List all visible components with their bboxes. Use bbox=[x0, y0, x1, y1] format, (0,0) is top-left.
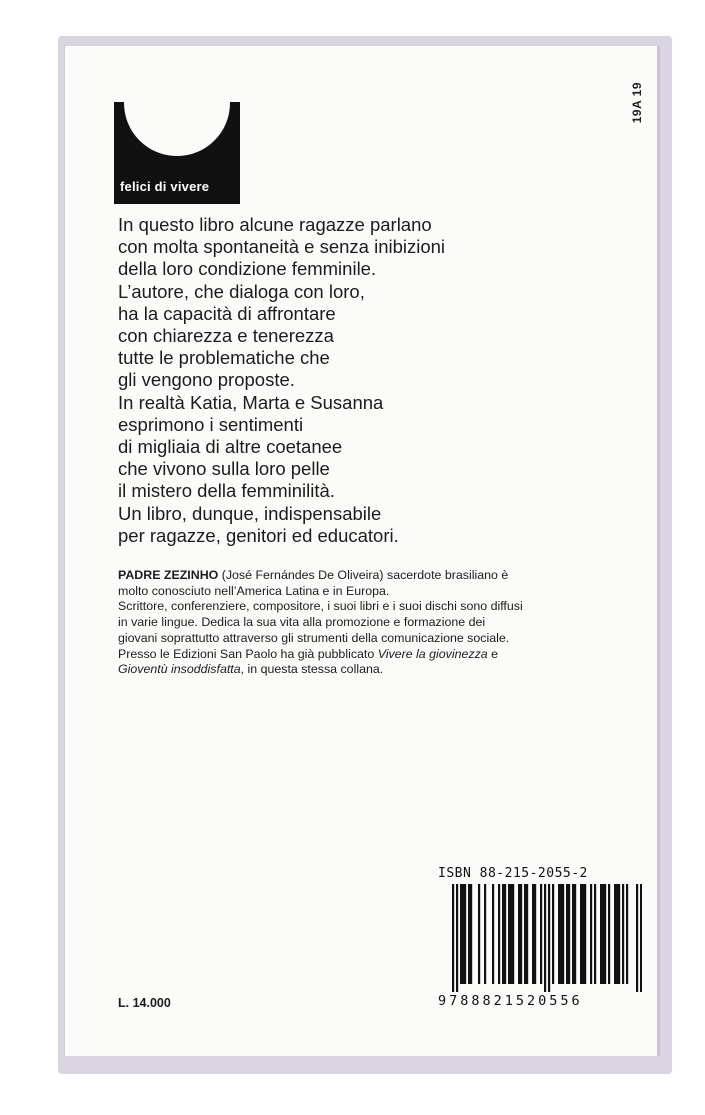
blurb-line: esprimono i sentimenti bbox=[118, 413, 304, 435]
barcode-bar bbox=[608, 884, 610, 984]
series-logo bbox=[114, 102, 240, 204]
barcode-bar bbox=[616, 884, 618, 984]
blurb-line: con molta spontaneità e senza inibizioni bbox=[118, 236, 446, 258]
book-blurb bbox=[118, 214, 558, 547]
blurb-line: Un libro, dunque, indispensabile bbox=[118, 502, 382, 524]
book-title: Vivere la giovinezza bbox=[377, 646, 488, 661]
barcode-bar bbox=[580, 884, 582, 984]
author-name: PADRE ZEZINHO bbox=[118, 568, 219, 582]
barcode-bar bbox=[508, 884, 510, 984]
barcode-bar bbox=[544, 884, 546, 992]
blurb-line: tutte le problematiche che bbox=[118, 347, 330, 369]
barcode-bar bbox=[526, 884, 528, 984]
barcode-bar bbox=[594, 884, 596, 984]
barcode-bar bbox=[562, 884, 564, 984]
barcode-bar bbox=[566, 884, 568, 984]
barcode-bar bbox=[464, 884, 466, 984]
bio-line bbox=[118, 647, 588, 663]
blurb-line: per ragazze, genitori ed educatori. bbox=[118, 524, 399, 546]
barcode-bar bbox=[568, 884, 570, 984]
barcode-bar bbox=[604, 884, 606, 984]
barcode-bar bbox=[560, 884, 562, 984]
blurb-line: ha la capacità di affrontare bbox=[118, 302, 336, 324]
bio-text: Presso le Edizioni San Paolo ha già pubblicato bbox=[118, 646, 378, 661]
price-label: L. 14.000 bbox=[118, 996, 171, 1010]
barcode-bar bbox=[534, 884, 536, 984]
blurb-line: con chiarezza e tenerezza bbox=[118, 325, 334, 347]
barcode-icon bbox=[452, 884, 642, 992]
bio-text: (José Fernándes De Oliveira) sacerdote brasiliano è bbox=[218, 568, 509, 582]
barcode-bar bbox=[552, 884, 554, 984]
barcode-bar bbox=[512, 884, 514, 984]
barcode-bar bbox=[540, 884, 542, 984]
book-title: Gioventù insoddisfatta bbox=[118, 662, 241, 677]
bio-text: e bbox=[487, 646, 499, 661]
barcode-bar bbox=[470, 884, 472, 984]
blurb-line: gli vengono proposte. bbox=[118, 369, 295, 391]
isbn-label: ISBN 88-215-2055-2 bbox=[438, 866, 588, 881]
barcode-bar bbox=[558, 884, 560, 984]
blurb-line: L’autore, che dialoga con loro, bbox=[118, 280, 365, 302]
bio-text: , in questa stessa collana. bbox=[240, 662, 384, 677]
barcode-bar bbox=[452, 884, 454, 992]
series-name: felici di vivere bbox=[120, 179, 210, 194]
barcode-bar bbox=[626, 884, 628, 984]
blurb-line: il mistero della femminilità. bbox=[118, 480, 335, 502]
barcode-bar bbox=[532, 884, 534, 984]
barcode-bar bbox=[498, 884, 500, 984]
blurb-line: della loro condizione femminile. bbox=[118, 258, 377, 280]
barcode-bar bbox=[614, 884, 616, 984]
barcode-bar bbox=[602, 884, 604, 984]
barcode-bar bbox=[462, 884, 464, 984]
barcode-bar bbox=[582, 884, 584, 984]
catalog-code: 19A 19 bbox=[630, 82, 644, 124]
barcode-bar bbox=[460, 884, 462, 984]
bio-line: molto conosciuto nell’America Latina e in Europa. bbox=[118, 583, 390, 598]
barcode-bar bbox=[590, 884, 592, 984]
barcode-bar bbox=[584, 884, 586, 984]
barcode-bar bbox=[524, 884, 526, 984]
barcode-bar bbox=[600, 884, 602, 984]
barcode-bar bbox=[622, 884, 624, 984]
barcode-bar bbox=[510, 884, 512, 984]
barcode-bar bbox=[548, 884, 550, 992]
blurb-line: In realtà Katia, Marta e Susanna bbox=[118, 391, 384, 413]
bio-line bbox=[118, 568, 588, 584]
bio-line: Scrittore, conferenziere, compositore, i suoi libri e i suoi dischi sono diffusi bbox=[118, 599, 523, 614]
barcode-bar bbox=[492, 884, 494, 984]
author-bio bbox=[118, 568, 588, 678]
blurb-line: che vivono sulla loro pelle bbox=[118, 458, 330, 480]
ean-digits: 9788821520556 bbox=[438, 993, 583, 1009]
barcode-bar bbox=[484, 884, 486, 984]
logo-circle-icon bbox=[124, 50, 230, 156]
barcode-bar bbox=[574, 884, 576, 984]
barcode-bar bbox=[502, 884, 504, 984]
blurb-line: In questo libro alcune ragazze parlano bbox=[118, 214, 432, 235]
barcode-bar bbox=[468, 884, 470, 984]
barcode-bar bbox=[456, 884, 458, 992]
barcode-bar bbox=[518, 884, 520, 984]
barcode-bar bbox=[504, 884, 506, 984]
bio-line: in varie lingue. Dedica la sua vita alla promozione e formazione dei bbox=[118, 615, 486, 630]
barcode-bar bbox=[636, 884, 638, 992]
barcode-bar bbox=[618, 884, 620, 984]
bio-line: giovani soprattutto attraverso gli strumenti della comunicazione sociale. bbox=[118, 630, 510, 645]
barcode-bar bbox=[572, 884, 574, 984]
barcode-bar bbox=[520, 884, 522, 984]
barcode-bar bbox=[478, 884, 480, 984]
blurb-line: di migliaia di altre coetanee bbox=[118, 436, 343, 458]
bio-line bbox=[118, 662, 588, 678]
barcode-bar bbox=[640, 884, 642, 992]
